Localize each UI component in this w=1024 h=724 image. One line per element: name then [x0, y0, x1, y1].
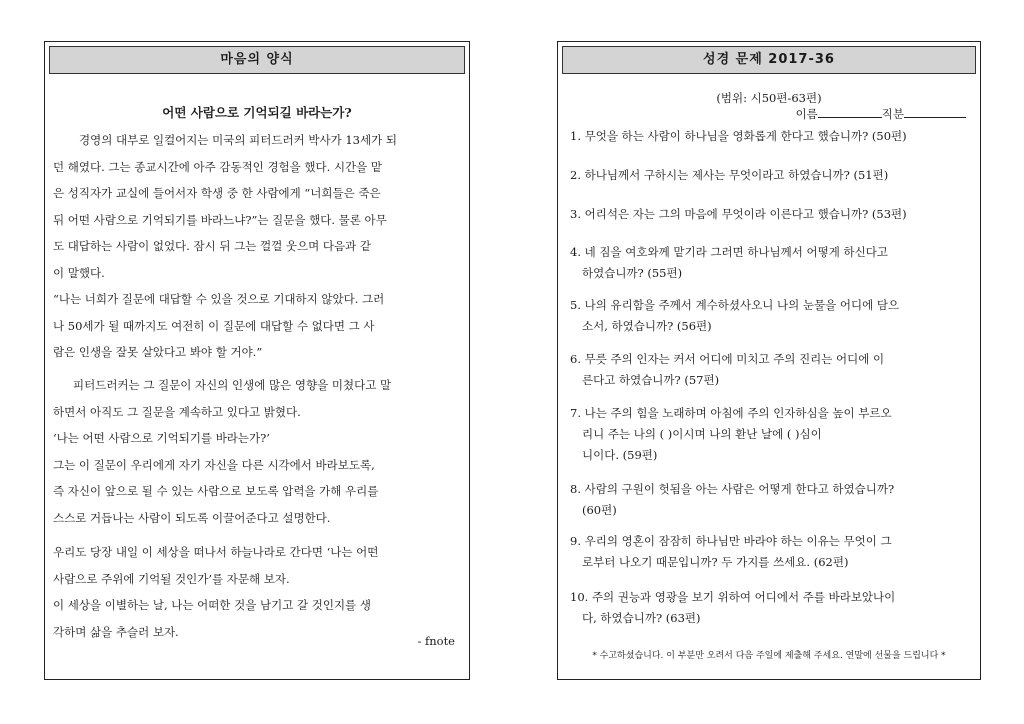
- question-9: [570, 531, 970, 573]
- text-line: 각하며 삶을 추슬러 보자.: [53, 624, 179, 639]
- paragraph-2: [53, 372, 461, 531]
- name-position-row: [796, 106, 966, 122]
- devotional-header: 마음의 양식: [49, 46, 465, 74]
- position-blank[interactable]: [904, 106, 966, 118]
- text-line: 람은 인생을 잘못 살았다고 봐야 할 거야.”: [53, 345, 263, 359]
- question-line: 8. 사람의 구원이 헛됨을 아는 사람은 어떻게 한다고 하였습니까?: [570, 482, 895, 496]
- quiz-footnote: * 수고하셨습니다. 이 부분만 오려서 다음 주일에 제출해 주세요. 연말에 선물을 드립니다 *: [592, 651, 946, 661]
- question-6: [570, 349, 970, 391]
- devotional-title: 어떤 사람으로 기억되길 바라는가?: [162, 105, 352, 120]
- question-line: 2. 하나님께서 구하시는 제사는 무엇이라고 하였습니까? (51편): [570, 168, 889, 182]
- position-label: 직분: [881, 107, 904, 121]
- text-line: 도 대답하는 사람이 없었다. 잠시 뒤 그는 껄껄 웃으며 다음과 같: [53, 239, 371, 253]
- question-line: 10. 주의 권능과 영광을 보기 위하여 어디에서 주를 바라보았나이: [570, 590, 896, 604]
- question-10: [570, 587, 970, 629]
- question-line: 소서, 하였습니까? (56편): [582, 319, 712, 333]
- question-line: 로부터 나오기 때문입니까? 두 가지를 쓰세요. (62편): [582, 555, 849, 569]
- question-line: 4. 네 짐을 여호와께 맡기라 그러면 하나님께서 어떻게 하신다고: [570, 245, 888, 259]
- text-line: 은 성직자가 교실에 들어서자 학생 중 한 사람에게 “너희들은 죽은: [53, 186, 381, 200]
- question-line: 하였습니까? (55편): [582, 266, 683, 280]
- quiz-range: (범위: 시50편-63편): [716, 91, 822, 105]
- text-line: 나 50세가 될 때까지도 여전히 이 질문에 대답할 수 없다면 그 사: [53, 318, 375, 333]
- text-line: 이 말했다.: [53, 265, 105, 280]
- question-2: [570, 165, 970, 186]
- text-line: 던 해였다. 그는 종교시간에 아주 감동적인 경험을 했다. 시간을 맡: [53, 159, 383, 174]
- name-label: 이름: [795, 107, 818, 121]
- text-line: 우리도 당장 내일 이 세상을 떠나서 하늘나라로 간다면 ‘나는 어떤: [53, 545, 379, 559]
- text-line: “나는 너희가 질문에 대답할 수 있을 것으로 기대하지 않았다. 그러: [53, 292, 385, 306]
- text-line: 피터드러커는 그 질문이 자신의 인생에 많은 영향을 미쳤다고 말: [73, 378, 392, 392]
- question-line: 9. 우리의 영혼이 잠잠히 하나님만 바라야 하는 이유는 무엇이 그: [570, 534, 892, 548]
- text-line: 스스로 거듭나는 사람이 되도록 이끌어준다고 설명한다.: [53, 510, 331, 525]
- text-line: 경영의 대부로 일컬어지는 미국의 피터드러커 박사가 13세가 되: [79, 133, 397, 147]
- devotional-panel: [44, 41, 470, 680]
- name-blank[interactable]: [818, 106, 882, 118]
- question-line: 다, 하였습니까? (63편): [582, 611, 701, 625]
- question-line: 7. 나는 주의 힘을 노래하며 아침에 주의 인자하심을 높이 부르오: [570, 406, 892, 420]
- question-line: 6. 무릇 주의 인자는 커서 어디에 미치고 주의 진리는 어디에 이: [570, 352, 885, 366]
- text-line: 사람으로 주위에 기억될 것인가’를 자문해 보자.: [53, 571, 290, 586]
- question-line: 3. 어리석은 자는 그의 마음에 무엇이라 이른다고 했습니까? (53편): [570, 207, 907, 221]
- text-line: 이 세상을 이별하는 날, 나는 어떠한 것을 남기고 갈 것인지를 생: [53, 598, 371, 612]
- signature: - fnote: [417, 634, 455, 648]
- question-7: [570, 403, 970, 466]
- text-line: ‘나는 어떤 사람으로 기억되기를 바라는가?’: [53, 431, 270, 445]
- question-3: [570, 204, 970, 225]
- question-line: 니이다. (59편): [582, 448, 658, 462]
- question-1: [570, 126, 970, 147]
- text-line: 하면서 아직도 그 질문을 계속하고 있다고 밝혔다.: [53, 404, 301, 419]
- question-line: 1. 무엇을 하는 사람이 하나님을 영화롭게 한다고 했습니까? (50편): [570, 129, 907, 143]
- quiz-header: 성경 문제 2017-36: [562, 46, 976, 74]
- text-line: 그는 이 질문이 우리에게 자기 자신을 다른 시각에서 바라보도록,: [53, 457, 375, 472]
- question-line: 리니 주는 나의 ( )이시며 나의 환난 날에 ( )심이: [582, 427, 822, 441]
- question-line: 른다고 하였습니까? (57편): [582, 373, 720, 387]
- question-4: [570, 242, 970, 284]
- quiz-panel: [557, 41, 981, 680]
- paragraph-1: [53, 127, 461, 366]
- question-8: [570, 479, 970, 521]
- text-line: 즉 자신이 앞으로 될 수 있는 사람으로 보도록 압력을 가해 우리를: [53, 484, 379, 498]
- question-5: [570, 295, 970, 337]
- paragraph-3: [53, 539, 461, 645]
- question-line: 5. 나의 유리함을 주께서 계수하셨사오니 나의 눈물을 어디에 담으: [570, 298, 900, 312]
- question-line: (60편): [582, 503, 617, 517]
- text-line: 뒤 어떤 사람으로 기억되기를 바라느냐?”는 질문을 했다. 물론 아무: [53, 212, 387, 227]
